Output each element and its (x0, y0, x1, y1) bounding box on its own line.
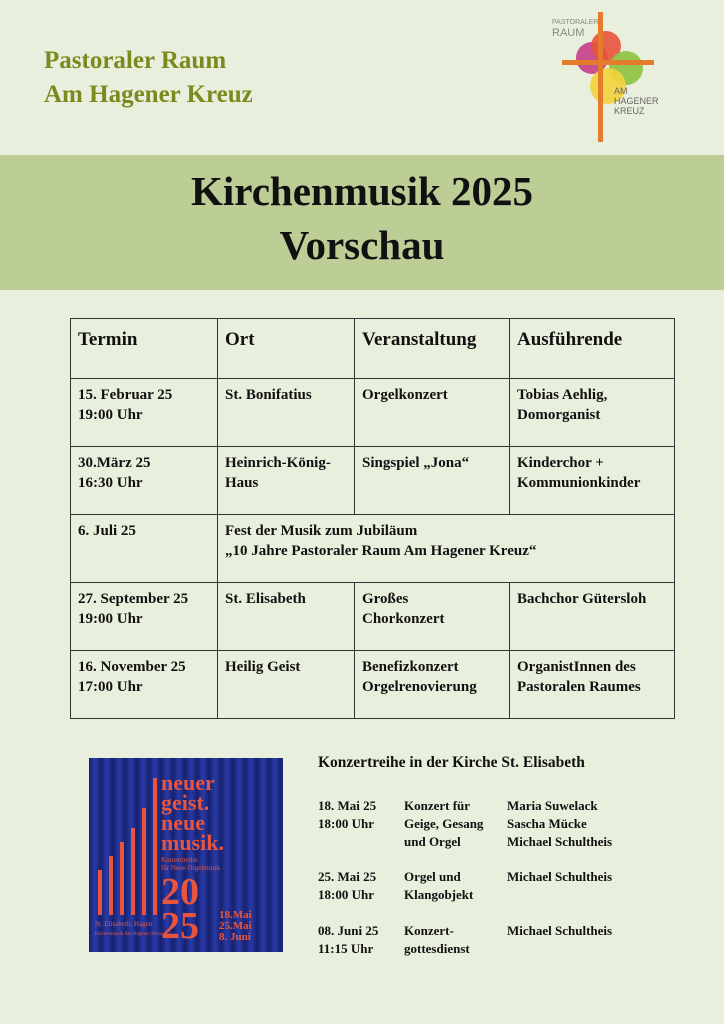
svg-text:KREUZ: KREUZ (614, 106, 645, 116)
concert-3-date: 08. Juni 25 11:15 Uhr (318, 923, 379, 956)
cell-date: 30.März 25 16:30 Uhr (71, 447, 218, 515)
svg-text:18.Mai: 18.Mai (219, 909, 252, 921)
cell-ort: Heinrich-König- Haus (218, 447, 355, 515)
schedule-table (70, 318, 675, 719)
svg-text:Kirchenmusik Am Hagener Kreuz: Kirchenmusik Am Hagener Kreuz (95, 932, 164, 937)
svg-text:HAGENER: HAGENER (614, 96, 659, 106)
concert-2-program: Orgel und Klangobjekt (404, 869, 474, 902)
svg-text:Konzertreihe: Konzertreihe (161, 856, 198, 864)
header-ort: Ort (218, 319, 355, 379)
concert-1-date: 18. Mai 25 18:00 Uhr (318, 798, 377, 831)
svg-text:geist.: geist. (161, 790, 210, 815)
cell-event: Benefizkonzert Orgelrenovierung (355, 651, 510, 719)
svg-text:AM: AM (614, 86, 628, 96)
svg-text:20: 20 (161, 871, 199, 913)
org-line-1: Pastoraler Raum (44, 47, 227, 74)
concert-1-program: Konzert für Geige, Gesang und Orgel (404, 798, 484, 849)
cell-special-event: Fest der Musik zum Jubiläum „10 Jahre Pastoraler Raum Am Hagener Kreuz“ (218, 515, 675, 583)
cell-event: Singspiel „Jona“ (355, 447, 510, 515)
svg-text:RAUM: RAUM (552, 27, 585, 39)
title-banner (0, 155, 724, 290)
cell-performer: Tobias Aehlig, Domorganist (510, 379, 675, 447)
page-title: Kirchenmusik 2025 (190, 168, 534, 214)
cell-date: 6. Juli 25 (71, 515, 218, 583)
table-row (71, 583, 675, 651)
svg-text:25: 25 (161, 905, 199, 947)
concert-3-program: Konzert- gottesdienst (404, 923, 470, 956)
svg-text:neuer: neuer (161, 770, 215, 795)
header-veranstaltung: Veranstaltung (355, 319, 510, 379)
cell-performer: Bachchor Gütersloh (510, 583, 675, 651)
concert-2-performers: Michael Schultheis (507, 869, 613, 884)
table-row (71, 379, 675, 447)
table-row (71, 447, 675, 515)
svg-text:St. Elisabeth, Hagen: St. Elisabeth, Hagen (95, 920, 153, 928)
cell-date: 27. September 25 19:00 Uhr (71, 583, 218, 651)
concert-3-performers: Michael Schultheis (507, 923, 613, 938)
page-subtitle: Vorschau (279, 222, 445, 268)
cell-performer: OrganistInnen des Pastoralen Raumes (510, 651, 675, 719)
cell-event: Großes Chorkonzert (355, 583, 510, 651)
concert-poster (89, 758, 283, 952)
header-termin: Termin (71, 319, 218, 379)
cell-date: 15. Februar 25 19:00 Uhr (71, 379, 218, 447)
cell-date: 16. November 25 17:00 Uhr (71, 651, 218, 719)
table-row-special (71, 515, 675, 583)
cell-ort: Heilig Geist (218, 651, 355, 719)
pastoraler-raum-cross-logo (548, 10, 668, 145)
org-line-2: Am Hagener Kreuz (44, 81, 253, 108)
table-row (71, 651, 675, 719)
svg-text:PASTORALER: PASTORALER (552, 19, 599, 26)
cell-ort: St. Elisabeth (218, 583, 355, 651)
concert-series-title: Konzertreihe in der Kirche St. Elisabeth (318, 754, 585, 771)
concert-1-performers: Maria Suwelack Sascha Mücke Michael Schultheis (507, 798, 613, 849)
cell-ort: St. Bonifatius (218, 379, 355, 447)
cell-event: Orgelkonzert (355, 379, 510, 447)
svg-text:musik.: musik. (161, 830, 224, 855)
svg-text:8. Juni: 8. Juni (219, 931, 251, 943)
svg-text:25.Mai: 25.Mai (219, 920, 252, 932)
header-ausfuehrende: Ausführende (510, 319, 675, 379)
table-header-row (71, 319, 675, 379)
svg-text:für Neue Orgelmusik: für Neue Orgelmusik (161, 864, 221, 872)
organization-name (44, 44, 253, 112)
concert-2-date: 25. Mai 25 18:00 Uhr (318, 869, 377, 902)
svg-text:neue: neue (161, 810, 205, 835)
cell-performer: Kinderchor + Kommunionkinder (510, 447, 675, 515)
